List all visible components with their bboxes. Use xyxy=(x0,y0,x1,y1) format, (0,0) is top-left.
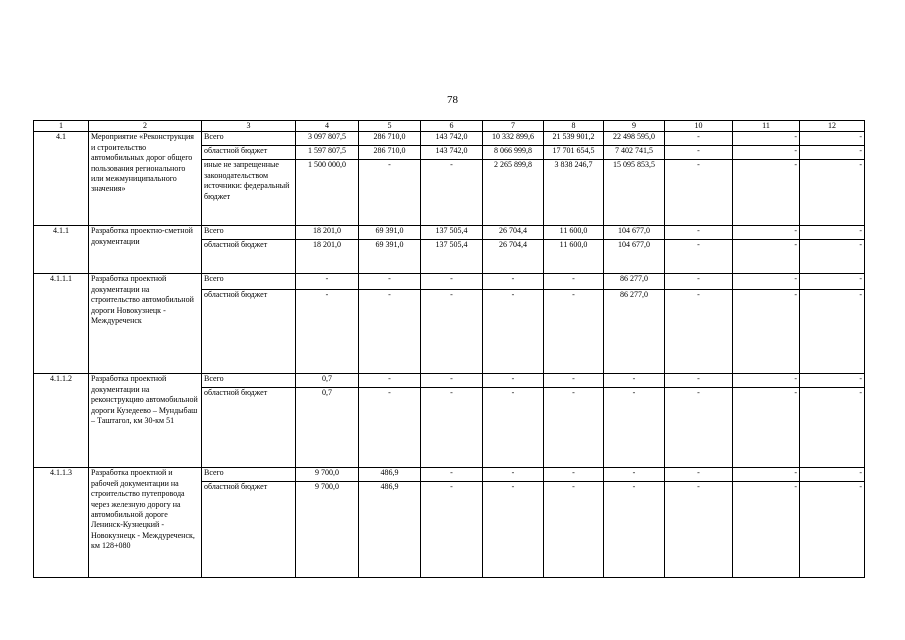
value-cell: - xyxy=(544,274,604,290)
value-cell: 69 391,0 xyxy=(359,240,421,274)
row-code: 4.1.1.2 xyxy=(34,374,89,468)
value-cell: - xyxy=(604,482,665,578)
value-cell: 18 201,0 xyxy=(296,240,359,274)
header-cell: 3 xyxy=(202,121,296,132)
value-cell: - xyxy=(733,226,800,240)
source-cell: Всего xyxy=(202,132,296,146)
value-cell: 18 201,0 xyxy=(296,226,359,240)
value-cell: - xyxy=(800,160,865,226)
value-cell: - xyxy=(483,468,544,482)
value-cell: - xyxy=(604,374,665,388)
value-cell: 137 505,4 xyxy=(421,226,483,240)
value-cell: - xyxy=(483,274,544,290)
value-cell: 7 402 741,5 xyxy=(604,146,665,160)
header-cell: 10 xyxy=(665,121,733,132)
source-cell: Всего xyxy=(202,274,296,290)
header-row xyxy=(34,121,865,132)
source-cell: Всего xyxy=(202,226,296,240)
value-cell: - xyxy=(800,132,865,146)
table-row xyxy=(34,274,865,290)
row-code: 4.1.1 xyxy=(34,226,89,274)
value-cell: 8 066 999,8 xyxy=(483,146,544,160)
value-cell: - xyxy=(665,388,733,468)
value-cell: - xyxy=(733,290,800,374)
source-cell: областной бюджет xyxy=(202,146,296,160)
value-cell: 0,7 xyxy=(296,388,359,468)
value-cell: - xyxy=(544,290,604,374)
value-cell: - xyxy=(733,274,800,290)
value-cell: 86 277,0 xyxy=(604,290,665,374)
value-cell: 10 332 899,6 xyxy=(483,132,544,146)
value-cell: 486,9 xyxy=(359,482,421,578)
header-cell: 2 xyxy=(89,121,202,132)
source-cell: Всего xyxy=(202,468,296,482)
value-cell: 143 742,0 xyxy=(421,132,483,146)
value-cell: - xyxy=(733,482,800,578)
value-cell: - xyxy=(665,240,733,274)
value-cell: - xyxy=(483,388,544,468)
row-name: Разработка проектной документации на реконструкцию автомобильной дороги Кузедеево – Мундыбаш – Таштагол, км 30-км 51 xyxy=(89,374,202,468)
value-cell: 1 500 000,0 xyxy=(296,160,359,226)
value-cell: - xyxy=(800,240,865,274)
value-cell: - xyxy=(665,274,733,290)
header-cell: 1 xyxy=(34,121,89,132)
value-cell: - xyxy=(733,146,800,160)
value-cell: 143 742,0 xyxy=(421,146,483,160)
value-cell: - xyxy=(483,482,544,578)
value-cell: 286 710,0 xyxy=(359,146,421,160)
value-cell: - xyxy=(421,374,483,388)
value-cell: - xyxy=(421,468,483,482)
value-cell: - xyxy=(665,146,733,160)
value-cell: - xyxy=(665,160,733,226)
value-cell: - xyxy=(604,468,665,482)
value-cell: 1 597 807,5 xyxy=(296,146,359,160)
value-cell: 86 277,0 xyxy=(604,274,665,290)
value-cell: 104 677,0 xyxy=(604,240,665,274)
value-cell: - xyxy=(544,468,604,482)
row-code: 4.1.1.1 xyxy=(34,274,89,374)
value-cell: 26 704,4 xyxy=(483,226,544,240)
header-cell: 9 xyxy=(604,121,665,132)
value-cell: 9 700,0 xyxy=(296,482,359,578)
value-cell: - xyxy=(665,132,733,146)
value-cell: - xyxy=(800,226,865,240)
value-cell: - xyxy=(359,274,421,290)
value-cell: 286 710,0 xyxy=(359,132,421,146)
value-cell: - xyxy=(296,274,359,290)
value-cell: 15 095 853,5 xyxy=(604,160,665,226)
value-cell: - xyxy=(665,226,733,240)
table-row xyxy=(34,226,865,240)
value-cell: - xyxy=(665,468,733,482)
value-cell: - xyxy=(665,290,733,374)
value-cell: - xyxy=(665,374,733,388)
value-cell: 104 677,0 xyxy=(604,226,665,240)
value-cell: - xyxy=(800,274,865,290)
page-number: 78 xyxy=(447,94,458,106)
source-cell: Всего xyxy=(202,374,296,388)
row-name: Разработка проектной и рабочей документации на строительство путепровода через железную дорогу на автомобильной дороге Ленинск-Кузнецкий - Новокузнецк - Междуреченск, км 128+080 xyxy=(89,468,202,578)
value-cell: 137 505,4 xyxy=(421,240,483,274)
value-cell: - xyxy=(733,240,800,274)
value-cell: - xyxy=(359,290,421,374)
value-cell: - xyxy=(544,374,604,388)
row-name: Мероприятие «Реконструкция и строительство автомобильных дорог общего пользования регионального или межмуниципального значения» xyxy=(89,132,202,226)
value-cell: 486,9 xyxy=(359,468,421,482)
table-row xyxy=(34,374,865,388)
value-cell: - xyxy=(733,132,800,146)
source-cell: областной бюджет xyxy=(202,290,296,374)
value-cell: - xyxy=(800,290,865,374)
source-cell: областной бюджет xyxy=(202,482,296,578)
value-cell: 2 265 899,8 xyxy=(483,160,544,226)
value-cell: - xyxy=(800,468,865,482)
value-cell: - xyxy=(544,388,604,468)
value-cell: 17 701 654,5 xyxy=(544,146,604,160)
row-code: 4.1 xyxy=(34,132,89,226)
value-cell: - xyxy=(421,274,483,290)
value-cell: 11 600,0 xyxy=(544,240,604,274)
row-name: Разработка проектно-сметной документации xyxy=(89,226,202,274)
value-cell: 22 498 595,0 xyxy=(604,132,665,146)
value-cell: - xyxy=(733,374,800,388)
header-cell: 12 xyxy=(800,121,865,132)
value-cell: 3 838 246,7 xyxy=(544,160,604,226)
value-cell: - xyxy=(800,388,865,468)
header-cell: 11 xyxy=(733,121,800,132)
value-cell: - xyxy=(800,146,865,160)
value-cell: - xyxy=(733,388,800,468)
row-name: Разработка проектной документации на строительство автомобильной дороги Новокузнецк - Междуреченск xyxy=(89,274,202,374)
header-cell: 5 xyxy=(359,121,421,132)
table-row xyxy=(34,468,865,482)
value-cell: 11 600,0 xyxy=(544,226,604,240)
value-cell: - xyxy=(800,374,865,388)
source-cell: областной бюджет xyxy=(202,388,296,468)
value-cell: - xyxy=(421,290,483,374)
value-cell: - xyxy=(483,290,544,374)
value-cell: - xyxy=(359,160,421,226)
source-cell: областной бюджет xyxy=(202,240,296,274)
value-cell: - xyxy=(483,374,544,388)
value-cell: - xyxy=(359,374,421,388)
value-cell: 9 700,0 xyxy=(296,468,359,482)
value-cell: - xyxy=(421,388,483,468)
value-cell: 69 391,0 xyxy=(359,226,421,240)
header-cell: 6 xyxy=(421,121,483,132)
value-cell: 3 097 807,5 xyxy=(296,132,359,146)
value-cell: - xyxy=(421,160,483,226)
row-code: 4.1.1.3 xyxy=(34,468,89,578)
value-cell: - xyxy=(665,482,733,578)
table-row xyxy=(34,132,865,146)
value-cell: - xyxy=(421,482,483,578)
value-cell: - xyxy=(733,160,800,226)
value-cell: - xyxy=(733,468,800,482)
header-cell: 7 xyxy=(483,121,544,132)
value-cell: - xyxy=(359,388,421,468)
source-cell: иные не запрещенные законодательством источники: федеральный бюджет xyxy=(202,160,296,226)
value-cell: - xyxy=(544,482,604,578)
value-cell: - xyxy=(800,482,865,578)
value-cell: 0,7 xyxy=(296,374,359,388)
budget-table xyxy=(33,120,865,578)
header-cell: 4 xyxy=(296,121,359,132)
header-cell: 8 xyxy=(544,121,604,132)
value-cell: 26 704,4 xyxy=(483,240,544,274)
value-cell: - xyxy=(296,290,359,374)
value-cell: 21 539 901,2 xyxy=(544,132,604,146)
value-cell: - xyxy=(604,388,665,468)
